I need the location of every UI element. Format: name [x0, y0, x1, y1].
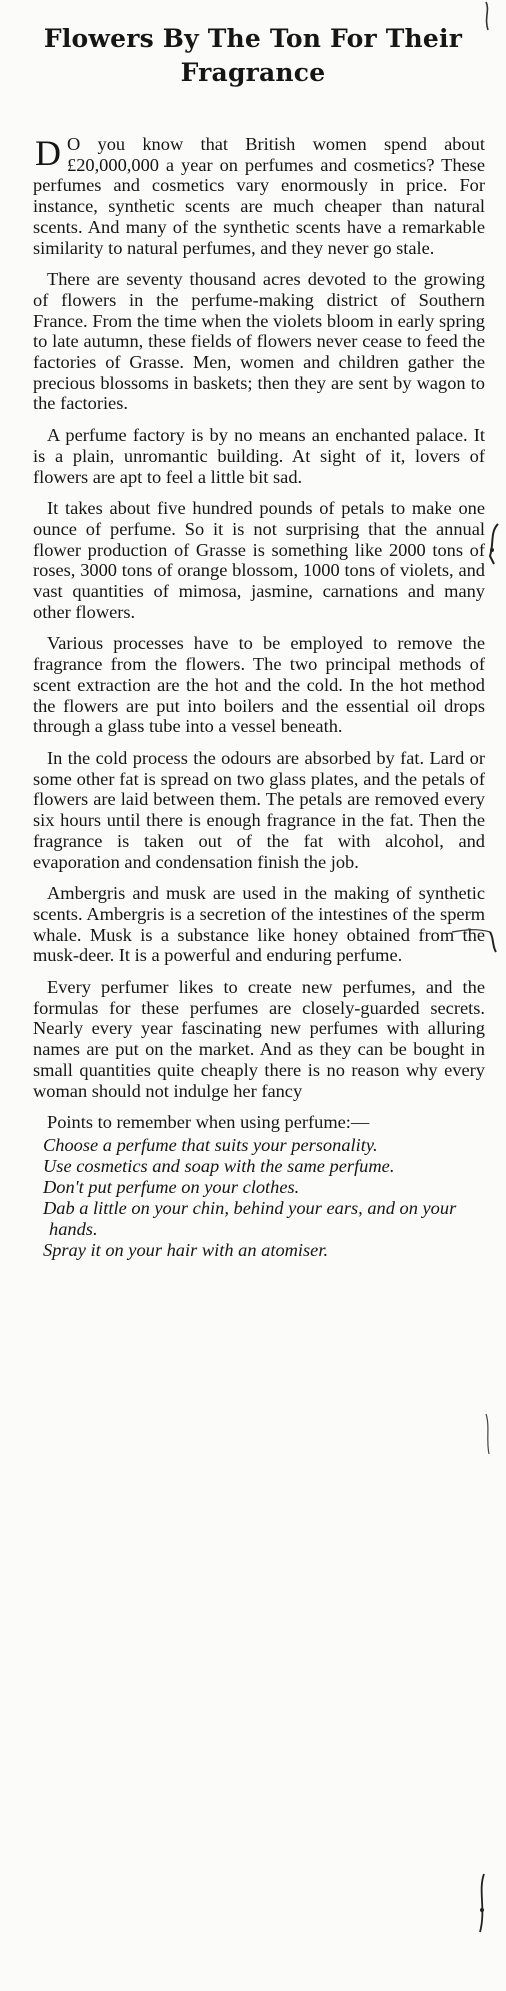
paragraph-3: A perfume factory is by no means an enchanted palace. It is a plain, unromantic building. At sight of it, lovers of flowers are apt to feel a little bit sad. — [33, 425, 485, 487]
paragraph-1 — [33, 134, 485, 258]
scan-mark-right-1 — [484, 520, 504, 570]
paragraph-6: In the cold process the odours are absorbed by fat. Lard or some other fat is spread on two glass plates, and the petals of flowers are laid between them. The petals are removed every six hours until there is enough fragrance in the fat. Then the fragrance is taken out of the fat with alcohol, and evaporation and condensation finish the job. — [33, 747, 485, 872]
article-title: Flowers By The Ton For Their Fragrance — [43, 24, 463, 87]
scan-mark-right-4 — [468, 1870, 498, 1950]
paragraph-8: Every perfumer likes to create new perfumes, and the formulas for these perfumes are closely-guarded secrets. Nearly every year fascinating new perfumes with alluring names are put on the market. And as they can be bought in small quantities quite cheaply there is no reason why every woman should not indulge her fancy — [33, 977, 485, 1101]
paragraph-2: There are seventy thousand acres devoted to the growing of flowers in the perfume-making district of Southern France. From the time when the violets bloom in early spring to late autumn, these fields of flowers never cease to feed the factories of Grasse. Men, women and children gather the precious blossoms in baskets; then they are sent by wagon to the factories. — [33, 269, 485, 414]
paragraph-4: It takes about five hundred pounds of petals to make one ounce of perfume. So it is not surprising that the annual flower production of Grasse is something like 2000 tons of roses, 3000 tons of orange blossom, 1000 tons of violets, and vast quantities of mimosa, jasmine, carnations and many other flowers. — [33, 498, 485, 622]
paragraph-7: Ambergris and musk are used in the making of synthetic scents. Ambergris is a secretion of the intestines of the sperm whale. Musk is a substance like honey obtained from the musk-deer. It is a powerful and enduring perfume. — [33, 883, 485, 966]
paragraph-1-text: O you know that British women spend about £20,000,000 a year on perfumes and cosmetics? These perfumes and cosmetics vary enormously in price. For instance, synthetic scents are much cheaper than natural scents. And many of the synthetic scents have a remarkable similarity to natural perfumes, and they never go stale. — [33, 134, 485, 258]
drop-cap: D — [35, 133, 61, 173]
points-list — [33, 1135, 485, 1261]
article-body — [33, 134, 485, 1261]
point-item: Don't put perfume on your clothes. — [43, 1176, 300, 1197]
scan-mark-right-2 — [450, 918, 506, 958]
point-item: Choose a perfume that suits your personality. — [43, 1134, 378, 1155]
scan-mark-right-3 — [478, 1410, 498, 1470]
point-item: Dab a little on your chin, behind your ears, and on your hands. — [43, 1197, 457, 1239]
point-item: Spray it on your hair with an atomiser. — [43, 1239, 329, 1260]
points-heading: Points to remember when using perfume:— — [47, 1112, 370, 1133]
point-item: Use cosmetics and soap with the same perfume. — [43, 1155, 395, 1176]
paragraph-5: Various processes have to be employed to remove the fragrance from the flowers. The two principal methods of scent extraction are the hot and the cold. In the hot method the flowers are put into boilers and the essential oil drops through a glass tube into a vessel beneath. — [33, 633, 485, 737]
scan-mark-top-right — [478, 0, 498, 40]
